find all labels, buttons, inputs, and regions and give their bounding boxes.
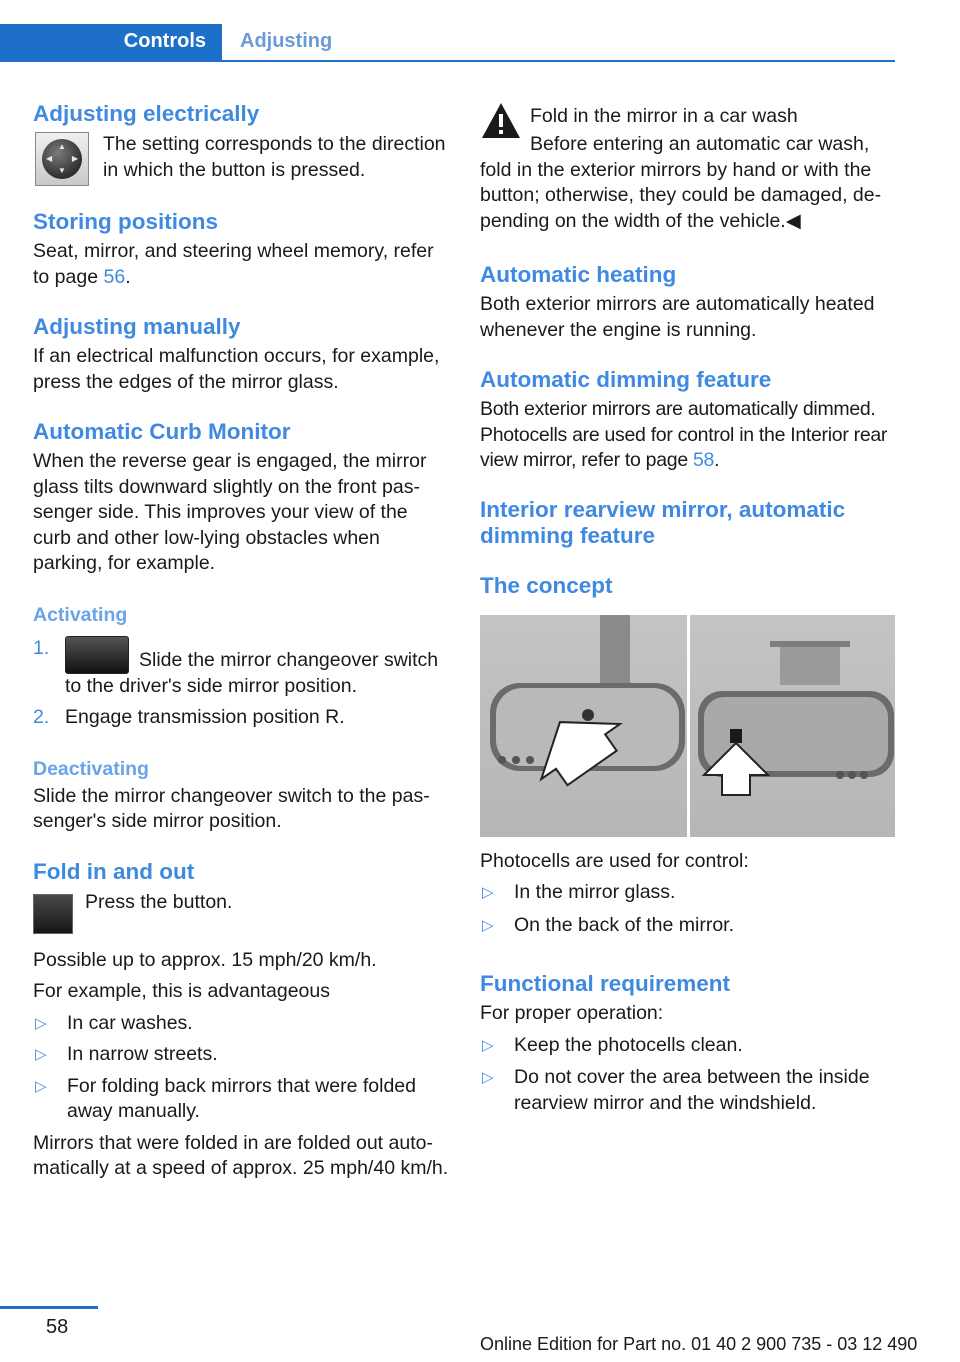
functional-requirement-text: For proper operation: (480, 1002, 664, 1024)
rearview-mirror-photo (480, 615, 895, 837)
section-title-fold-in-and-out: Fold in and out (33, 858, 195, 884)
section-title-adjusting-electrically: Adjusting electrically (33, 101, 260, 126)
subsection-title-deactivating: Deactivating (33, 757, 149, 780)
section-title-automatic-heating: Automatic heating (480, 262, 677, 287)
list-item: ▷ In car washes. (35, 1011, 193, 1034)
warning-text: Before entering an automatic car wash, fold in the exterior mirrors by hand or with the button; otherwise, they could be damaged, depending on the width of the vehicle.◀ (480, 133, 882, 232)
tab-adjusting[interactable]: Adjusting (240, 30, 333, 52)
left-column (33, 100, 449, 1182)
photocells-text: Photocells are used for control: (480, 849, 749, 872)
automatic-dimming-text: Both exterior mirrors are automatically dimmed. Photocells are used for control in the Interior rear view mirror, refer to page 58. (480, 398, 888, 471)
list-item: ▷ In narrow streets. (35, 1043, 218, 1065)
section-title-automatic-curb-monitor: Automatic Curb Monitor (33, 419, 291, 444)
tab-controls[interactable]: Controls (0, 24, 222, 62)
page-number: 58 (46, 1316, 69, 1338)
edition-text: Online Edition for Part no. 01 40 2 900 735 - 03 12 490 (480, 1334, 918, 1354)
fold-advantages-list (33, 1011, 449, 1125)
warning-triangle-icon (480, 100, 522, 142)
activating-steps (33, 636, 449, 731)
list-item: ▷ For folding back mirrors that were folded away manually. (35, 1074, 416, 1122)
subsection-title-activating: Activating (33, 603, 128, 626)
mirror-adjust-button-icon: ▲ ▼ ◀ ▶ (35, 132, 89, 186)
mirror-back-photo (690, 615, 895, 837)
photocells-list (480, 880, 898, 938)
fold-speed-text: Possible up to approx. 15 mph/20 km/h. (33, 948, 377, 971)
list-item: ▷ Keep the photocells clean. (482, 1033, 743, 1056)
mirror-glass-photo (480, 615, 687, 837)
header-bar (0, 24, 895, 62)
section-title-interior-mirror: Interior rearview mirror, automatic dimming feature (480, 496, 846, 548)
list-item: ▷ On the back of the mirror. (482, 913, 735, 936)
deactivating-text: Slide the mirror changeover switch to the passenger's side mirror position. (33, 784, 430, 832)
automatic-heating-text: Both exterior mirrors are automatically heated whenever the engine is running. (480, 293, 875, 341)
curb-monitor-text: When the reverse gear is engaged, the mirror glass tilts downward slightly on the front passenger side. This improves your view of the curb and other low-lying obstacles when parking, for example. (33, 450, 427, 574)
footer-rule (0, 1306, 98, 1309)
list-item: ▷ In the mirror glass. (482, 881, 676, 903)
header-rule (0, 60, 895, 62)
fold-mirror-button-icon (33, 894, 73, 934)
page-link-58[interactable]: 58 (693, 449, 715, 471)
section-title-storing-positions: Storing positions (33, 209, 218, 234)
adjusting-electrically-text: The setting corresponds to the direction in which the button is pressed. (103, 133, 446, 181)
list-item: ▷ Do not cover the area between the inside rearview mirror and the windshield. (482, 1066, 870, 1114)
right-column (480, 100, 898, 1116)
fold-auto-text: Mirrors that were folded in are folded out automatically at a speed of approx. 25 mph/40 km/h. (33, 1131, 449, 1179)
page-link-56[interactable]: 56 (103, 265, 126, 288)
section-title-the-concept: The concept (480, 572, 613, 598)
fold-text: Press the button. (85, 890, 233, 913)
adjusting-manually-text: If an electrical malfunction occurs, for example, press the edges of the mirror glass. (33, 345, 440, 393)
section-title-automatic-dimming: Automatic dimming feature (480, 367, 772, 392)
storing-positions-text: Seat, mirror, and steering wheel memory, refer to page 56. (33, 240, 434, 288)
fold-advantage-text: For example, this is advantageous (33, 980, 330, 1002)
list-item: 2. Engage transmission position R. (33, 706, 345, 728)
list-item: 1. Slide the mirror changeover switch to the driver's side mirror position. (33, 636, 439, 697)
warning-title: Fold in the mirror in a car wash (530, 105, 798, 127)
section-title-functional-requirement: Functional requirement (480, 971, 731, 996)
functional-requirement-list (480, 1033, 898, 1117)
mirror-changeover-switch-icon (65, 636, 129, 674)
section-title-adjusting-manually: Adjusting manually (33, 314, 241, 339)
